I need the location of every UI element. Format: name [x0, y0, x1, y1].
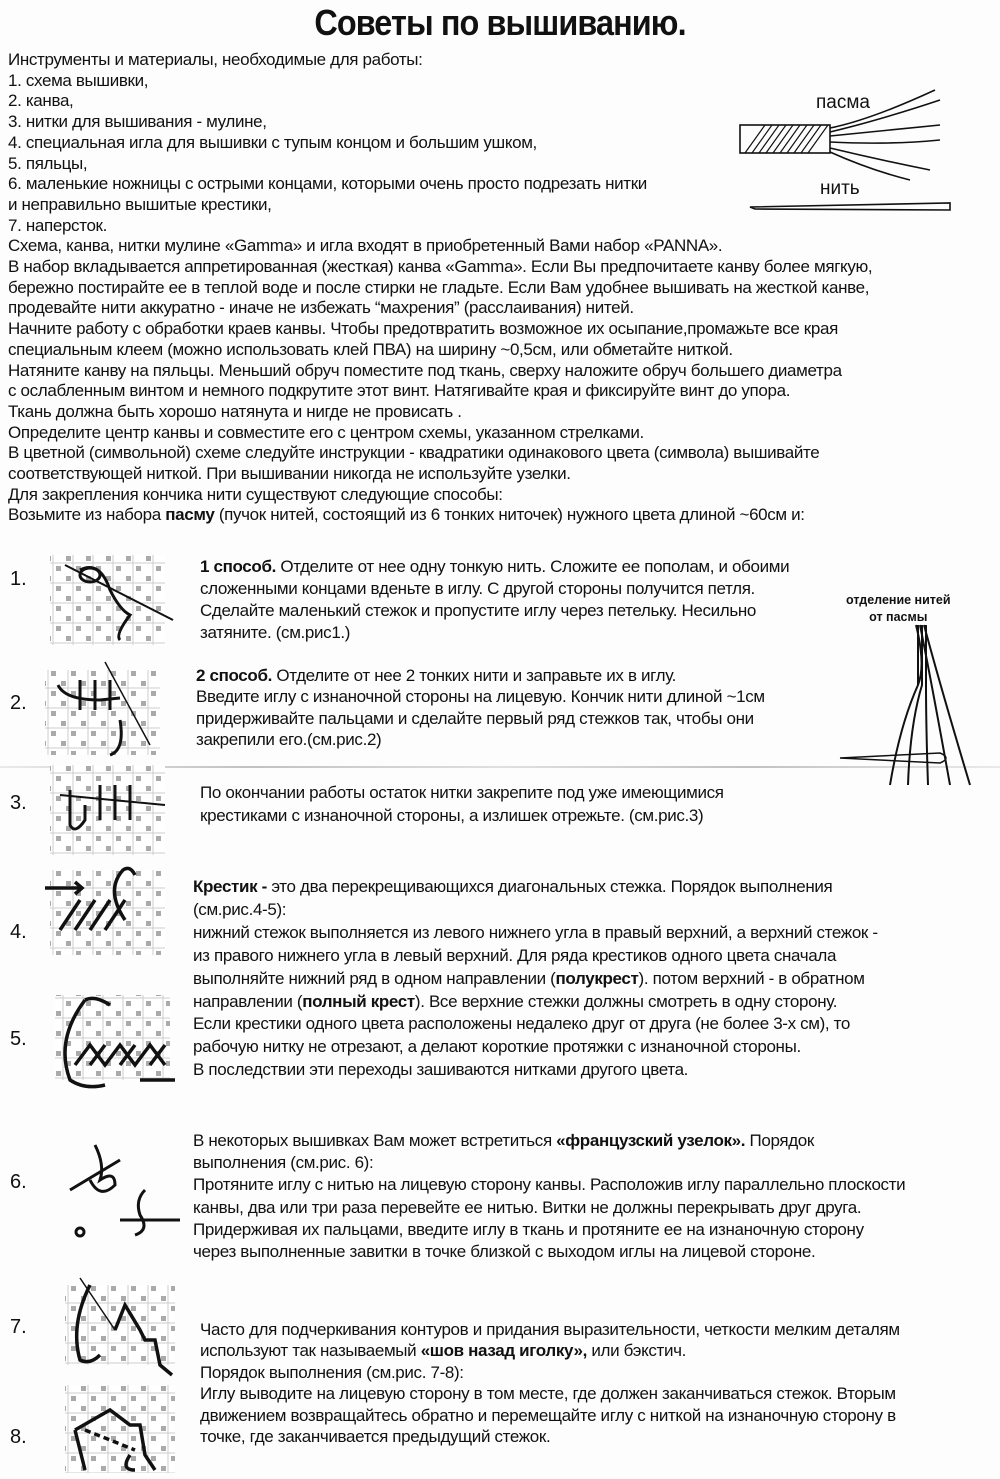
text-segment: Порядок выполнения (см.рис. 7-8): — [200, 1362, 464, 1382]
step-3-text — [200, 781, 724, 827]
text-line — [8, 423, 872, 444]
text-segment: с ослабленным винтом и немного подкрутите этот винт. Натягивайте края и фиксируйте винт до упора. — [8, 381, 791, 401]
text-segment: специальным клеем (можно использовать клей ПВА) на ширину ~0,5см, или обметайте ниткой. — [8, 339, 733, 359]
text-line — [200, 1340, 900, 1361]
text-line — [200, 1362, 900, 1383]
text-segment: Инструменты и материалы, необходимые для работы: — [8, 50, 423, 69]
figure-number: 7. — [10, 1316, 27, 1338]
text-segment: Если крестики одного цвета расположены недалеко друг от друга (не более 3-х см), то — [193, 1014, 851, 1034]
text-line — [193, 1013, 878, 1036]
text-segment: (пучок нитей, состоящий из 6 тонких ниточек) нужного цвета длиной ~60см и: — [214, 505, 805, 525]
text-line — [193, 1130, 905, 1152]
text-segment: В некоторых вышивках Вам может встретиться — [193, 1131, 557, 1150]
text-segment: затяните. (см.рис1.) — [200, 623, 351, 642]
text-line — [8, 298, 872, 319]
bold-text: полный крест — [302, 991, 415, 1011]
text-segment: используют так называемый — [200, 1341, 421, 1361]
text-segment: из правого нижнего угла в левый верхний. Для ряда крестиков одного цвета сначала — [193, 945, 837, 965]
text-line — [196, 729, 765, 750]
text-segment: через выполненные завитки в точке близкой с выходом иглы на лицевой стороне. — [193, 1242, 816, 1262]
text-segment: и неправильно вышитые крестики, — [8, 194, 272, 214]
text-line — [196, 708, 765, 729]
figure-number: 6. — [10, 1171, 27, 1193]
text-line — [196, 665, 765, 686]
separation-caption-line: отделение нитей — [846, 593, 951, 607]
text-segment: Схема, канва, нитки мулине «Gamma» и игла входят в приобретенный Вами набор «PANNA». — [8, 236, 723, 256]
text-segment: точке, где заканчивается предыдущий стежок. — [200, 1427, 551, 1447]
pasma-label: пасма — [816, 92, 870, 113]
text-line — [193, 1059, 878, 1082]
step-1-text — [200, 556, 789, 644]
text-line — [8, 340, 872, 361]
figure-7-backstitch — [60, 1275, 180, 1370]
text-line — [200, 1426, 900, 1447]
text-line — [8, 464, 872, 485]
separation-caption-line: от пасмы — [869, 610, 928, 624]
text-segment: 6. маленькие ножницы с острыми концами, которыми очень просто подрезать нитки — [8, 174, 647, 194]
text-segment: Сделайте маленький стежок и пропустите иглу через петельку. Несильно — [200, 601, 757, 620]
text-line — [193, 968, 878, 991]
text-segment: 4. специальная игла для вышивки с тупым концом и большим ушком, — [8, 132, 537, 152]
text-line — [193, 876, 878, 899]
bold-text: «французский узелок». — [556, 1131, 746, 1150]
text-segment: 3. нитки для вышивания - мулине, — [8, 112, 267, 132]
text-line — [8, 236, 872, 257]
text-segment: соответствующей ниткой. При вышивании никогда не используйте узелки. — [8, 464, 571, 484]
text-segment: 7. наперсток. — [8, 215, 108, 235]
text-segment: 5. пяльцы, — [8, 153, 88, 173]
text-line — [193, 1036, 878, 1059]
text-line — [200, 622, 789, 644]
thread-label: нить — [820, 178, 860, 199]
text-segment: закрепили его.(см.рис.2) — [196, 729, 382, 749]
figure-6-french-knot — [60, 1140, 180, 1240]
text-segment: Введите иглу с изнаночной стороны на лицевую. Кончик нити длиной ~1см — [196, 687, 765, 707]
text-line — [193, 1174, 905, 1196]
figure-number: 1. — [10, 568, 27, 590]
bold-text: пасму — [165, 505, 215, 525]
text-segment: Начните работу с обработки краев канвы. Чтобы предотвратить возможное их осыпание,промажьте все края — [8, 319, 838, 339]
page-title: Советы по вышиванию. — [314, 2, 686, 43]
figure-5-full-cross — [55, 990, 175, 1090]
text-line — [8, 402, 872, 423]
text-segment: Часто для подчеркивания контуров и придания выразительности, четкости мелким деталям — [200, 1320, 900, 1339]
text-line — [8, 381, 872, 402]
text-line — [193, 899, 878, 922]
text-segment: В цветной (символьной) схеме следуйте инструкции - квадратики одинакового цвета (символа) вышивайте — [8, 443, 820, 463]
text-segment: Возьмите из набора — [8, 505, 166, 525]
figure-4-half-cross — [45, 860, 170, 960]
text-line — [200, 781, 724, 804]
text-line — [200, 578, 789, 600]
text-segment: По окончании работы остаток нитки закрепите под уже имеющимися — [200, 783, 724, 802]
text-line — [196, 686, 765, 707]
text-line — [200, 1405, 900, 1426]
text-segment: выполняйте нижний ряд в одном направлении ( — [193, 968, 556, 988]
text-segment: направлении ( — [193, 991, 303, 1011]
text-segment: это два перекрещивающихся диагональных стежка. Порядок выполнения — [266, 877, 833, 896]
figure-2-tail-method — [40, 660, 165, 755]
text-segment: Для закрепления кончика нити существуют следующие способы: — [8, 484, 503, 504]
text-line — [193, 1197, 905, 1219]
text-segment: Придерживая их пальцами, введите иглу в ткань и протяните ее на изнаночную сторону — [193, 1219, 864, 1239]
text-line — [8, 278, 872, 299]
text-segment: движением возвращайтесь обратно и перемещайте иглу с ниткой на изнаночную сторону в — [200, 1405, 896, 1425]
text-segment: 1. схема вышивки, — [8, 70, 149, 90]
text-segment: продевайте нити аккуратно - иначе не избежать “махрения” (расслаивания) нитей. — [8, 298, 634, 318]
thread-separation-illustration — [840, 625, 1000, 795]
figure-3-finishing — [45, 765, 170, 855]
text-segment: канвы, два или три раза перевейте ее нитью. Витки не должны перекрывать друг друга. — [193, 1197, 862, 1217]
text-line — [8, 443, 872, 464]
text-segment: или бэкстич. — [587, 1341, 687, 1361]
text-line — [193, 1152, 905, 1174]
text-segment: Отделите от нее одну тонкую нить. Сложите ее пополам, и обоими — [275, 557, 790, 576]
figure-number: 4. — [10, 921, 27, 943]
text-line — [193, 991, 878, 1014]
text-line — [193, 945, 878, 968]
text-segment: Натяните канву на пяльцы. Меньший обруч поместите под ткань, сверху наложите обруч большего диаметра — [8, 360, 842, 380]
text-segment: бережно постирайте ее в теплой воде и после стирки не гладьте. Если Вам удобнее вышивать на жесткой канве, — [8, 277, 870, 297]
text-segment: В последствии эти переходы зашиваются нитками другого цвета. — [193, 1060, 689, 1080]
figure-8-backstitch-steps — [60, 1385, 180, 1475]
text-line — [200, 1319, 900, 1340]
text-segment: нижний стежок выполняется из левого нижнего угла в правый верхний, а верхний стежок - — [193, 922, 878, 942]
text-line — [193, 1219, 905, 1241]
text-segment: Определите центр канвы и совместите его с центром схемы, указанном стрелками. — [8, 422, 644, 442]
step-6-text — [193, 1130, 905, 1263]
figure-number: 5. — [10, 1028, 27, 1050]
skein-illustration — [740, 90, 990, 220]
bold-text: 2 способ. — [196, 666, 272, 685]
text-line — [193, 1241, 905, 1263]
text-line — [193, 922, 878, 945]
text-line — [8, 71, 872, 92]
text-segment: Порядок — [745, 1131, 815, 1150]
figure-1-loop-method — [45, 555, 170, 645]
text-segment: Протяните иглу с нитью на лицевую сторону канвы. Расположив иглу параллельно плоскости — [193, 1175, 906, 1195]
text-line — [8, 319, 872, 340]
text-segment: придерживайте пальцами и сделайте первый ряд стежков так, чтобы они — [196, 708, 754, 728]
text-segment: крестиками с изнаночной стороны, а излишек отрежьте. (см.рис.3) — [200, 806, 704, 825]
text-line — [8, 50, 872, 71]
text-segment: (см.рис.4-5): — [193, 899, 287, 919]
text-line — [200, 556, 789, 578]
text-line — [8, 361, 872, 382]
figure-number: 8. — [10, 1426, 27, 1448]
text-segment: сложенными концами вденьте в иглу. С другой стороны получится петля. — [200, 579, 755, 598]
text-segment: ). потом верхний - в обратном — [638, 968, 865, 988]
bold-text: Крестик - — [193, 877, 267, 896]
text-segment: 2. канва, — [8, 91, 74, 111]
step-4-text — [193, 876, 878, 1082]
figure-number: 3. — [10, 792, 27, 814]
text-line — [8, 257, 872, 278]
text-line — [200, 600, 789, 622]
step-7-text — [200, 1319, 900, 1447]
text-segment: Иглу выводите на лицевую сторону в том месте, где должен заканчиваться стежок. Вторым — [200, 1384, 896, 1404]
figure-number: 2. — [10, 692, 27, 714]
step-2-text — [196, 665, 765, 750]
bold-text: «шов назад иголку», — [420, 1341, 587, 1361]
text-segment: Отделите от нее 2 тонких нити и заправьте их в иглу. — [271, 666, 677, 685]
text-segment: Ткань должна быть хорошо натянута и нигде не провисать . — [8, 401, 462, 421]
text-segment: рабочую нитку не отрезают, а делают короткие протяжки с изнаночной стороны. — [193, 1037, 801, 1057]
bold-text: 1 способ. — [200, 557, 276, 576]
separation-caption — [846, 592, 951, 626]
text-segment: ). Все верхние стежки должны смотреть в одну сторону. — [414, 991, 838, 1011]
text-line — [200, 1383, 900, 1404]
text-line — [8, 485, 872, 506]
text-segment: В набор вкладывается аппретированная (жесткая) канва «Gamma». Если Вы предпочитаете канву более мягкую, — [8, 257, 873, 277]
text-line — [8, 505, 872, 526]
text-line — [200, 804, 724, 827]
text-segment: выполнения (см.рис. 6): — [193, 1153, 374, 1173]
bold-text: полукрест — [555, 968, 639, 988]
